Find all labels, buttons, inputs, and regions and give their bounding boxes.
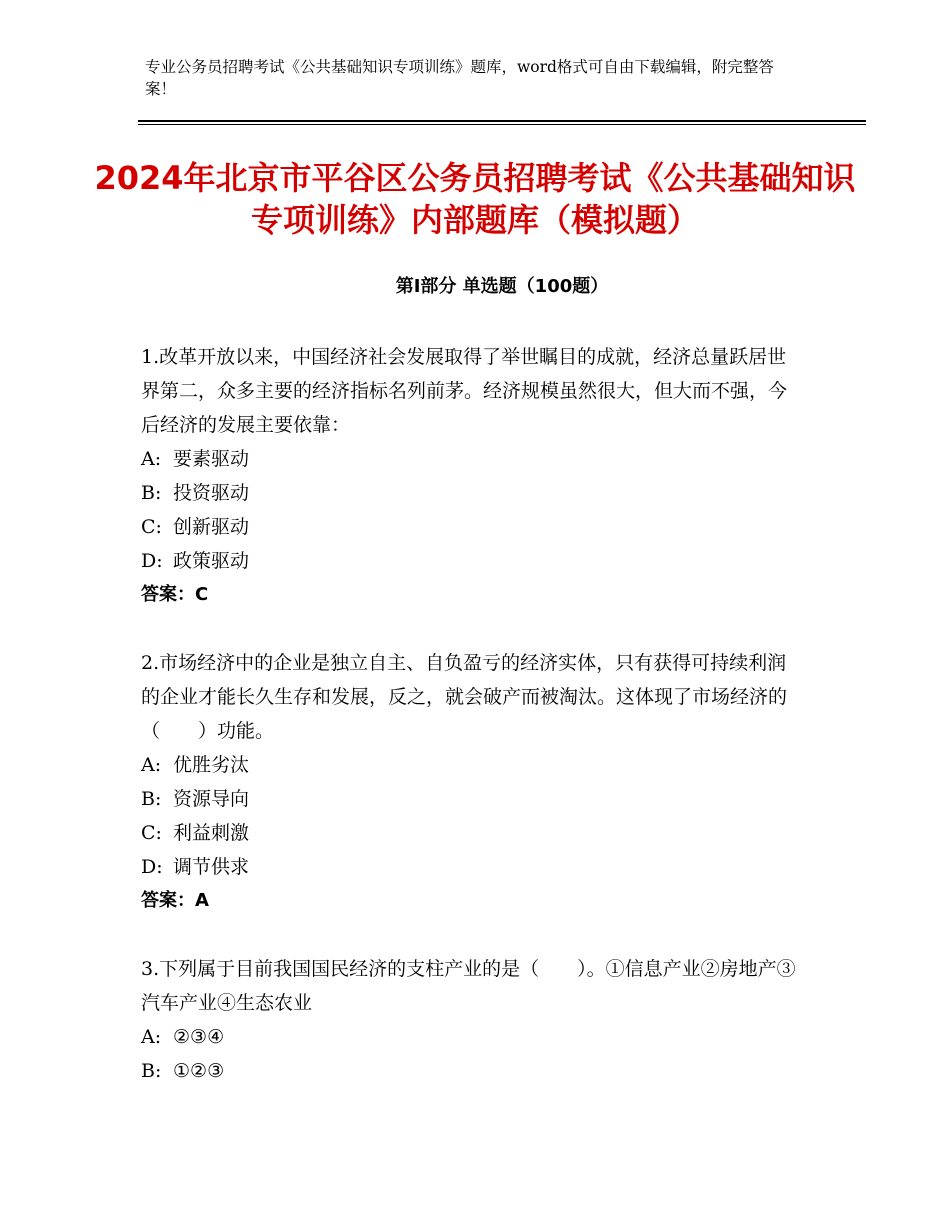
header-rule-thin	[138, 124, 866, 125]
question-1-option-a	[141, 442, 801, 476]
question-2-option-a	[141, 748, 801, 782]
question-1-option-d	[141, 544, 801, 578]
question-3-option-a	[141, 1020, 801, 1054]
question-1-option-c	[141, 510, 801, 544]
option-text: 优胜劣汰	[173, 754, 250, 776]
question-1-stem: 1.改革开放以来，中国经济社会发展取得了举世瞩目的成就，经济总量跃居世界第二，众多主要的经济指标名列前茅。经济规模虽然很大，但大而不强，今后经济的发展主要依靠：	[141, 346, 788, 436]
question-1	[141, 340, 801, 612]
option-letter: B:	[141, 1060, 162, 1082]
option-letter: A:	[141, 1026, 162, 1048]
question-3-stem: 3.下列属于目前我国国民经济的支柱产业的是（ ）。①信息产业②房地产③汽车产业④生态农业	[141, 958, 796, 1014]
question-3-option-b	[141, 1054, 801, 1088]
question-2	[141, 646, 801, 918]
section-title: 第Ⅰ部分 单选题（100题）	[395, 276, 609, 297]
header-rule-thick	[138, 120, 866, 122]
document-title: 2024年北京市平谷区公务员招聘考试《公共基础知识专项训练》内部题库（模拟题）	[94, 159, 856, 239]
option-letter: C:	[141, 822, 162, 844]
option-text: 创新驱动	[173, 516, 250, 538]
option-letter: A:	[141, 448, 162, 470]
option-text: 利益刺激	[173, 822, 250, 844]
option-text: 要素驱动	[173, 448, 250, 470]
option-text: 政策驱动	[173, 550, 250, 572]
option-letter: D:	[141, 856, 163, 878]
question-2-option-b	[141, 782, 801, 816]
option-letter: D:	[141, 550, 163, 572]
option-text: ①②③	[173, 1060, 225, 1082]
option-letter: B:	[141, 482, 162, 504]
question-1-option-b	[141, 476, 801, 510]
option-text: 资源导向	[173, 788, 250, 810]
option-letter: C:	[141, 516, 162, 538]
option-text: ②③④	[173, 1026, 225, 1048]
question-list	[141, 340, 801, 1122]
option-letter: A:	[141, 754, 162, 776]
question-1-answer: 答案：C	[141, 584, 209, 605]
question-2-stem: 2.市场经济中的企业是独立自主、自负盈亏的经济实体，只有获得可持续利润的企业才能长久生存和发展，反之，就会破产而被淘汰。这体现了市场经济的（ ）功能。	[141, 652, 788, 742]
header-note: 专业公务员招聘考试《公共基础知识专项训练》题库，word格式可自由下载编辑，附完整答案！	[145, 58, 774, 98]
question-2-option-d	[141, 850, 801, 884]
option-text: 调节供求	[173, 856, 250, 878]
question-2-answer: 答案：A	[141, 890, 209, 911]
option-text: 投资驱动	[173, 482, 250, 504]
question-3	[141, 952, 801, 1088]
option-letter: B:	[141, 788, 162, 810]
question-2-option-c	[141, 816, 801, 850]
